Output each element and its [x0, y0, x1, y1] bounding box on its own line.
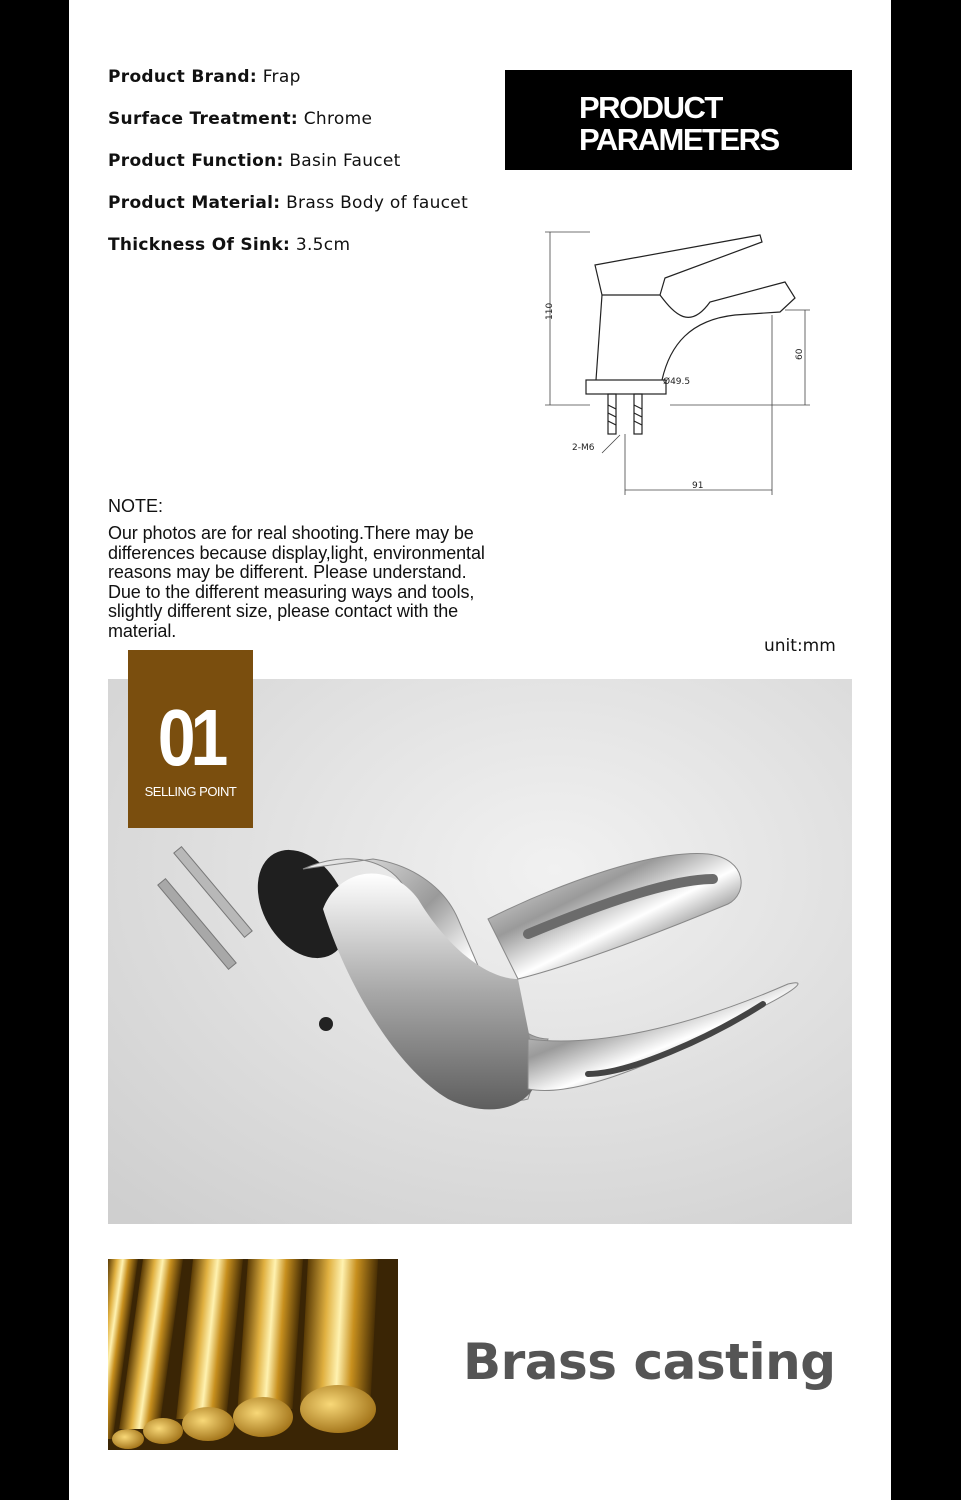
heading-line-2: PARAMETERS — [579, 122, 779, 157]
faucet-technical-drawing — [530, 220, 830, 500]
note-line: slightly different size, please contact with the — [108, 601, 459, 622]
spec-brand — [108, 64, 508, 106]
dim-base-label: Ø49.5 — [663, 377, 691, 387]
spec-value: Brass Body of faucet — [286, 193, 469, 213]
dim-height-label: 110 — [545, 302, 555, 320]
dim-bolts-label: 2-M6 — [572, 443, 595, 453]
spec-label: Thickness Of Sink: — [108, 235, 291, 255]
spec-value: Basin Faucet — [289, 151, 401, 171]
spec-label: Product Material: — [108, 193, 281, 213]
spec-label: Product Brand: — [108, 67, 257, 87]
spec-value: 3.5cm — [295, 235, 351, 255]
badge-label: SELLING POINT — [144, 784, 237, 799]
note-line: reasons may be different. Please understand. — [108, 562, 467, 583]
unit-label: unit:mm — [764, 636, 836, 656]
note-line: Due to the different measuring ways and tools, — [108, 581, 475, 602]
note-line: Our photos are for real shooting.There may be — [108, 523, 474, 543]
spec-value: Chrome — [303, 109, 373, 129]
spec-value: Frap — [262, 67, 301, 87]
left-black-bar — [0, 0, 69, 1500]
brass-casting-title: Brass casting — [463, 1333, 836, 1391]
note-line: differences because display,light, environmental — [108, 542, 485, 563]
spec-label: Product Function: — [108, 151, 284, 171]
note-title: NOTE: — [108, 496, 164, 516]
dim-length-label: 91 — [692, 481, 704, 491]
selling-point-badge — [128, 650, 253, 828]
spec-function — [108, 148, 508, 190]
heading-line-1: PRODUCT — [579, 90, 722, 125]
right-black-bar — [891, 0, 961, 1500]
badge-number: 01 — [157, 693, 224, 782]
note-section — [108, 495, 588, 642]
product-specs — [108, 64, 508, 274]
spec-material — [108, 190, 508, 232]
note-line: material. — [108, 620, 177, 641]
dim-spout-label: 60 — [795, 348, 805, 360]
brass-rods-photo — [108, 1259, 398, 1450]
product-parameters-heading — [505, 70, 852, 170]
spec-thickness — [108, 232, 508, 274]
spec-label: Surface Treatment: — [108, 109, 299, 129]
spec-surface — [108, 106, 508, 148]
